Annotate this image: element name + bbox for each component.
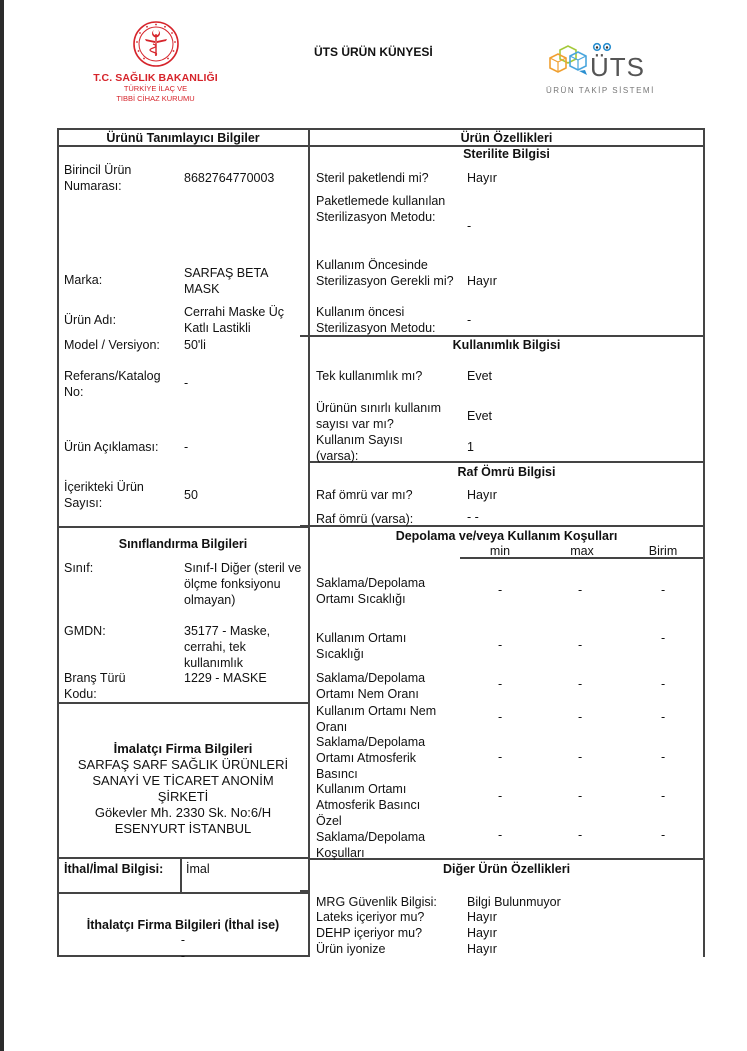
label-description: Ürün Açıklaması: (64, 440, 159, 454)
storage-row-label: Kullanım Ortamı Atmosferik Basıncı (316, 782, 421, 812)
uts-boxes-icon (546, 40, 658, 80)
storage-row-label: Kullanım Ortamı Sıcaklığı (316, 631, 407, 661)
shelf-life-heading: Raf Ömrü Bilgisi (457, 465, 556, 479)
importer-value-2: - (180, 949, 186, 963)
storage-row-unit: - (661, 631, 666, 645)
value-ionized: Hayır (467, 942, 497, 956)
value-reference: - (184, 376, 189, 390)
table-right-border (703, 128, 705, 957)
storage-row-max: - (578, 638, 583, 652)
storage-row-min: - (498, 750, 503, 764)
label-gmdn: GMDN: (64, 624, 106, 638)
storage-row-max: - (578, 789, 583, 803)
label-import-info: İthal/İmal Bilgisi: (64, 862, 164, 876)
storage-row-label: Saklama/Depolama Ortamı Sıcaklığı (316, 576, 426, 606)
value-model: 50'li (184, 338, 206, 352)
sterility-heading: Sterilite Bilgisi (463, 147, 550, 161)
left-divider-2 (57, 702, 309, 704)
value-single-use: Evet (467, 369, 493, 383)
usability-heading: Kullanımlık Bilgisi (452, 338, 561, 352)
storage-row-label: Saklama/Depolama Ortamı Atmosferik Basıncı (316, 735, 426, 781)
other-features-heading: Diğer Ürün Özellikleri (442, 862, 571, 876)
label-mri-safety: MRG Güvenlik Bilgisi: (316, 895, 437, 909)
value-gmdn: 35177 - Maske, cerrahi, tek kullanımlık (184, 624, 271, 670)
storage-row-unit: - (661, 710, 666, 724)
storage-row-unit: - (661, 789, 666, 803)
left-import-divider (180, 857, 182, 893)
storage-row-min: - (498, 789, 503, 803)
label-pre-use-sterilization-required: Kullanım Öncesinde Sterilizasyon Gerekli mi? (316, 258, 454, 288)
label-pre-use-sterilization-method: Kullanım öncesi Sterilizasyon Metodu: (316, 305, 436, 335)
svg-text:ÜTS: ÜTS (590, 52, 645, 80)
ministry-title: T.C. SAĞLIK BAKANLIĞI (93, 72, 218, 84)
left-divider-3 (57, 857, 309, 859)
uts-logo (546, 40, 661, 95)
storage-row-unit: - (661, 583, 666, 597)
value-shelf-life: Hayır (467, 488, 497, 502)
left-divider-1 (57, 526, 309, 528)
storage-row-max: - (578, 750, 583, 764)
features-heading: Ürün Özellikleri (460, 131, 553, 145)
storage-row-min: - (498, 828, 503, 842)
storage-col-min: min (489, 544, 511, 558)
label-sterile-packaged: Steril paketlendi mi? (316, 171, 429, 185)
manufacturer-name-3: ŞİRKETİ (157, 789, 209, 804)
manufacturer-name-2: SANAYİ VE TİCARET ANONİM (92, 773, 274, 788)
label-class: Sınıf: (64, 561, 94, 575)
classification-heading: Sınıflandırma Bilgileri (118, 537, 248, 551)
value-pre-use-sterilization-method: - (467, 313, 472, 327)
value-shelf-life-duration: - - (467, 510, 479, 524)
manufacturer-name-1: SARFAŞ SARF SAĞLIK ÜRÜNLERİ (77, 757, 289, 772)
storage-row-unit: - (661, 677, 666, 691)
value-latex: Hayır (467, 910, 497, 924)
manufacturer-heading: İmalatçı Firma Bilgileri (113, 741, 253, 756)
uts-subtitle: ÜRÜN TAKİP SİSTEMİ (546, 86, 655, 95)
storage-row-min: - (498, 583, 503, 597)
label-product-name: Ürün Adı: (64, 313, 117, 327)
label-latex: Lateks içeriyor mu? (316, 910, 425, 924)
storage-row-min: - (498, 677, 503, 691)
label-primary-number: Birincil Ürün Numarası: (64, 163, 132, 193)
label-packaging-sterilization: Paketlemede kullanılan Sterilizasyon Metodu: (316, 194, 446, 224)
tick-mark-1 (300, 702, 309, 704)
manufacturer-block (58, 741, 308, 837)
storage-heading: Depolama ve/veya Kullanım Koşulları (395, 529, 618, 543)
label-brand: Marka: (64, 273, 103, 287)
label-shelf-life-duration: Raf ömrü (varsa): (316, 512, 414, 526)
label-shelf-life: Raf ömrü var mı? (316, 488, 413, 502)
storage-row-unit: - (661, 750, 666, 764)
value-packaging-sterilization: - (467, 219, 472, 233)
label-model: Model / Versiyon: (64, 338, 160, 352)
document-title: ÜTS ÜRÜN KÜNYESİ (314, 45, 433, 59)
storage-row-max: - (578, 677, 583, 691)
value-brand: SARFAŞ BETA MASK (184, 266, 268, 296)
label-single-use: Tek kullanımlık mı? (316, 369, 423, 383)
manufacturer-address-1: Gökevler Mh. 2330 Sk. No:6/H (94, 805, 272, 820)
label-use-count: Kullanım Sayısı (varsa): (316, 433, 403, 463)
storage-row-min: - (498, 710, 503, 724)
label-dehp: DEHP içeriyor mu? (316, 926, 423, 940)
storage-col-max: max (570, 544, 594, 558)
storage-row-max: - (578, 710, 583, 724)
identification-heading: Ürünü Tanımlayıcı Bilgiler (106, 131, 260, 145)
value-class: Sınıf-I Diğer (steril ve ölçme fonksiyonu olmayan) (184, 561, 302, 607)
label-reference: Referans/Katalog No: (64, 369, 161, 399)
label-ionized: Ürün iyonize (316, 942, 386, 956)
storage-row-min: - (498, 638, 503, 652)
value-description: - (184, 440, 189, 454)
importer-heading: İthalatçı Firma Bilgileri (İthal ise) (86, 918, 280, 932)
value-use-count: 1 (467, 440, 474, 454)
ministry-emblem-icon (132, 20, 180, 68)
manufacturer-address-2: ESENYURT İSTANBUL (114, 821, 252, 836)
label-limited-use: Ürünün sınırlı kullanım sayısı var mı? (316, 401, 442, 431)
value-primary-number: 8682764770003 (184, 171, 275, 185)
value-mri-safety: Bilgi Bulunmuyor (467, 895, 561, 909)
ministry-logo (88, 20, 223, 104)
value-product-name: Cerrahi Maske Üç Katlı Lastikli (184, 305, 285, 335)
left-divider-4 (57, 892, 309, 894)
value-dehp: Hayır (467, 926, 497, 940)
value-sterile-packaged: Hayır (467, 171, 497, 185)
value-pre-use-sterilization-required: Hayır (467, 274, 497, 288)
viewer-edge (0, 0, 4, 1051)
value-import-info: İmal (186, 862, 210, 876)
ministry-subtitle-2: TIBBİ CİHAZ KURUMU (116, 94, 195, 103)
storage-row-max: - (578, 828, 583, 842)
label-content-count: İçerikteki Ürün Sayısı: (64, 480, 144, 510)
value-branch-code: 1229 - MASKE (184, 671, 267, 685)
tick-mark-2 (300, 890, 309, 892)
label-branch-code: Branş Türü Kodu: (64, 671, 126, 701)
ministry-subtitle-1: TÜRKİYE İLAÇ VE (123, 84, 188, 93)
storage-row-max: - (578, 583, 583, 597)
value-content-count: 50 (184, 488, 198, 502)
storage-row-label: Saklama/Depolama Ortamı Nem Oranı (316, 671, 426, 701)
value-limited-use: Evet (467, 409, 493, 423)
storage-col-unit: Birim (648, 544, 678, 558)
importer-value-1: - (180, 933, 186, 947)
storage-row-label: Özel Saklama/Depolama Koşulları (316, 814, 426, 860)
storage-row-label: Kullanım Ortamı Nem Oranı (316, 704, 437, 734)
storage-row-unit: - (661, 828, 666, 842)
